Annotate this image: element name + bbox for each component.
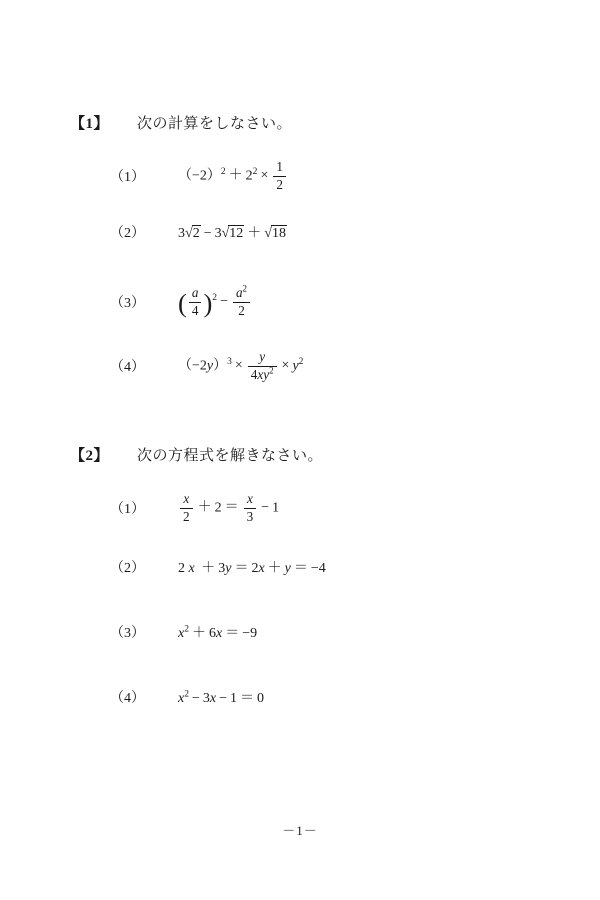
page-number: －1－ [282, 823, 318, 838]
problem-number: （2） [110, 226, 145, 241]
problem-2-4 [110, 687, 264, 707]
problem-number: （1） [110, 170, 145, 186]
problem-1-4 [110, 350, 303, 382]
section-2 [70, 444, 540, 465]
problem-expression: 2 x ＋ 3y ＝ 2x ＋ y ＝ −4 [178, 561, 326, 576]
section-1-tag: 【1】 [70, 116, 110, 132]
problem-expression: $(-2)^2 + 2^2$ × $\frac{1}{2}$ [178, 160, 288, 192]
problem-1-3 [110, 283, 252, 318]
problem-expression: $x^2 - 3x - 1 = 0$ [178, 689, 265, 706]
problem-1-1 [110, 160, 288, 192]
section-2-tag: 【2】 [70, 448, 110, 464]
problem-expression: 3√2 − 3√12 ＋ √18 [178, 226, 286, 241]
problem-2-3 [110, 622, 257, 642]
problem-expression: ( $\frac{a}{4}$ )$^2$ − $\frac{a^2}{2}$ [178, 286, 252, 318]
problem-expression: $(-2y)^3$ × $\frac{y}{4xy^2}$ × $y^2$ [178, 349, 304, 382]
problem-number: （3） [110, 296, 145, 312]
section-1-title: 次の計算をしなさい。 [137, 116, 293, 132]
problem-2-1 [110, 492, 279, 524]
section-1 [70, 112, 540, 133]
problem-expression: $x^2 + 6x = -9$ [178, 624, 258, 641]
section-2-title: 次の方程式を解きなさい。 [137, 448, 324, 464]
problem-number: （3） [110, 626, 145, 641]
section-2-heading [70, 444, 540, 465]
problem-number: （1） [110, 502, 145, 518]
problem-2-2 [110, 557, 326, 577]
problem-number: （2） [110, 561, 145, 576]
problem-expression: $\frac{x}{2}$ ＋ 2 ＝ $\frac{x}{3}$ − 1 [178, 492, 279, 524]
section-1-heading [70, 112, 540, 133]
problem-1-2 [110, 222, 287, 242]
problem-number: （4） [110, 691, 145, 706]
problem-number: （4） [110, 360, 145, 376]
